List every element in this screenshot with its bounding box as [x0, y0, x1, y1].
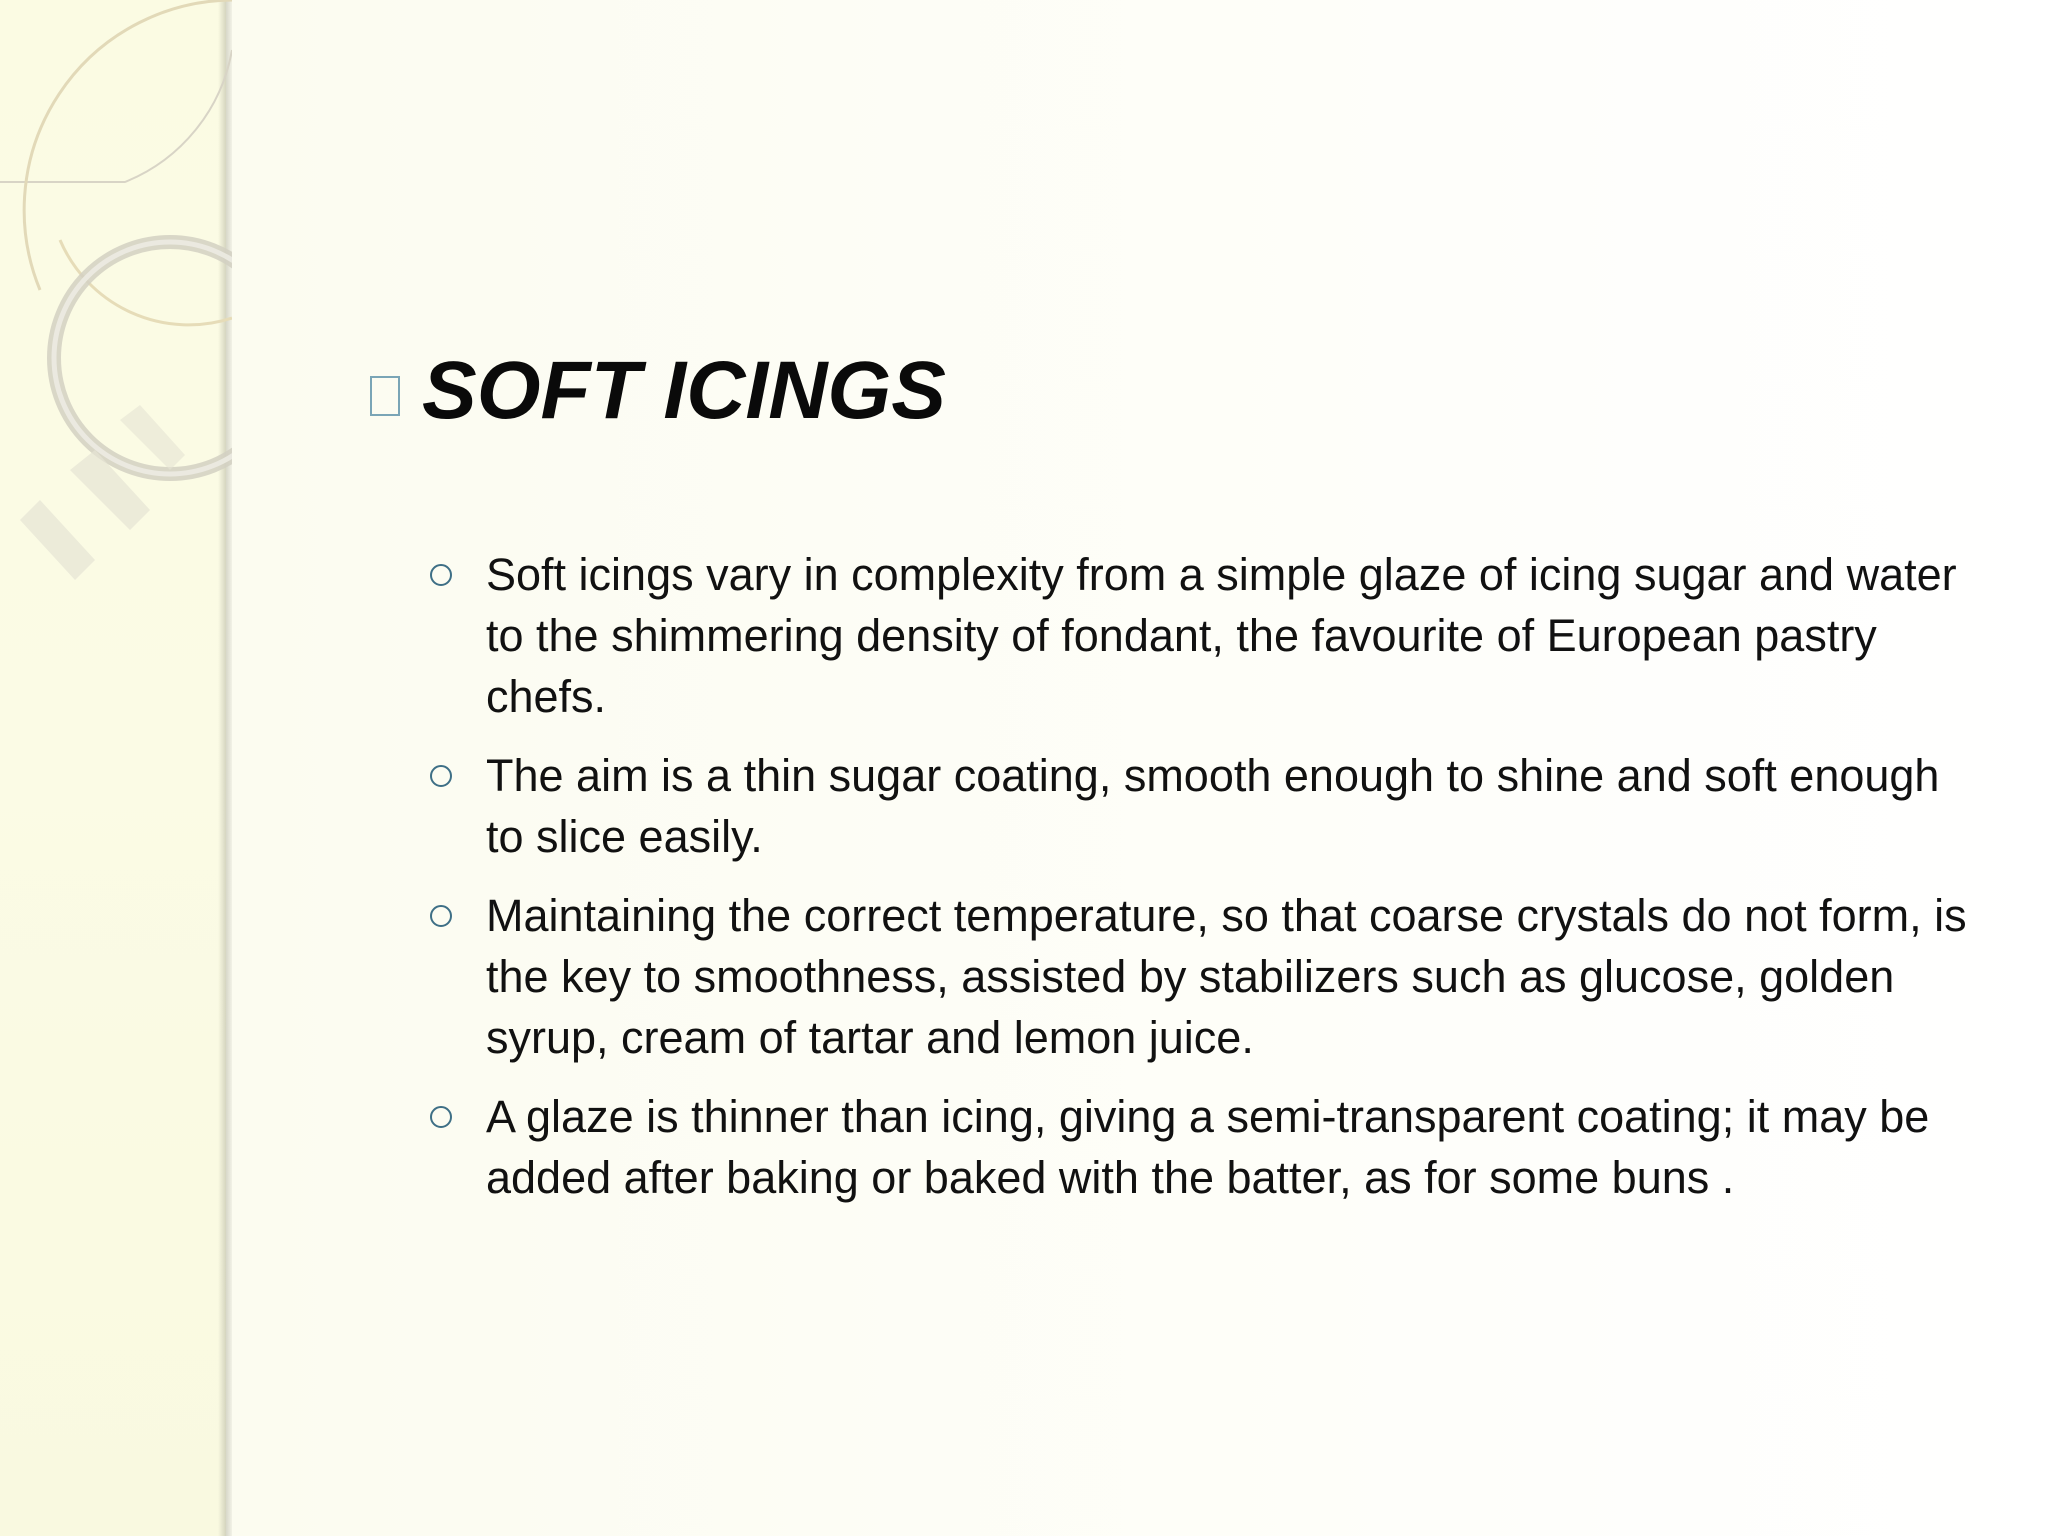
- title-row: [370, 346, 946, 436]
- circle-bullet-icon: [430, 1106, 452, 1128]
- slide-title: SOFT ICINGS: [422, 345, 946, 436]
- bullet-text: Soft icings vary in complexity from a simple glaze of icing sugar and water to the shimmering density of fondant, the favourite of European pastry chefs.: [486, 549, 1957, 722]
- circle-bullet-icon: [430, 905, 452, 927]
- decorative-rings: [0, 0, 232, 620]
- circle-bullet-icon: [430, 765, 452, 787]
- list-item: [430, 885, 1970, 1068]
- bullet-text: The aim is a thin sugar coating, smooth enough to shine and soft enough to slice easily.: [486, 750, 1940, 862]
- square-bullet-icon: [370, 376, 400, 416]
- list-item: [430, 1086, 1970, 1208]
- list-item: [430, 544, 1970, 727]
- bullet-list: [430, 544, 1970, 1226]
- list-item: [430, 745, 1970, 867]
- circle-bullet-icon: [430, 564, 452, 586]
- bullet-text: Maintaining the correct temperature, so that coarse crystals do not form, is the key to smoothness, assisted by stabilizers such as glucose, golden syrup, cream of tartar and lemon juice.: [486, 890, 1967, 1063]
- bullet-text: A glaze is thinner than icing, giving a semi-transparent coating; it may be added after baking or baked with the batter, as for some buns .: [486, 1091, 1930, 1203]
